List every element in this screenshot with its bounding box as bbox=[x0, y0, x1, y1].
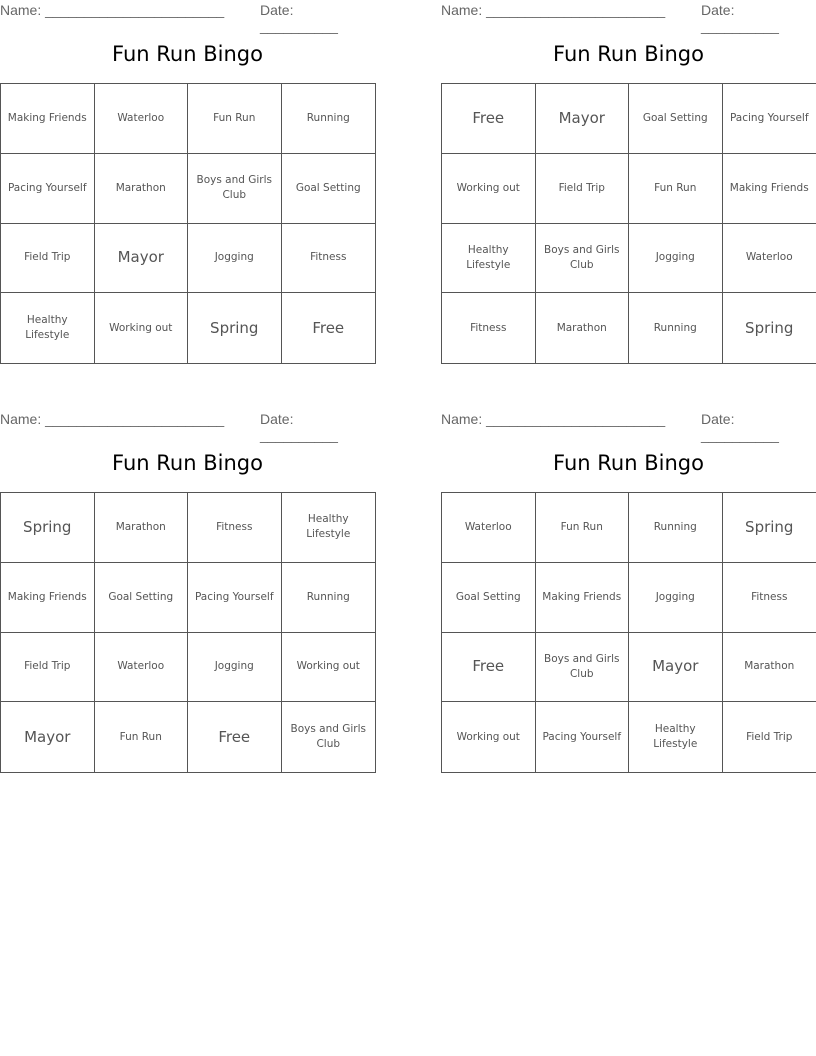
bingo-card bbox=[0, 0, 375, 342]
bingo-cell: Mayor bbox=[1, 702, 95, 772]
bingo-cell: Making Friends bbox=[1, 563, 95, 633]
name-date-line bbox=[0, 409, 375, 443]
bingo-cell: Jogging bbox=[629, 563, 723, 633]
bingo-cell: Marathon bbox=[723, 633, 816, 703]
card-title: Fun Run Bingo bbox=[112, 42, 263, 66]
bingo-cell: Field Trip bbox=[1, 224, 95, 294]
bingo-cell: Healthy Lifestyle bbox=[442, 224, 536, 294]
name-label: Name: _______________________ bbox=[0, 2, 225, 18]
bingo-cell: Marathon bbox=[536, 293, 630, 363]
bingo-cell: Healthy Lifestyle bbox=[629, 702, 723, 772]
bingo-cell: Waterloo bbox=[95, 633, 189, 703]
bingo-cell: Working out bbox=[95, 293, 189, 363]
bingo-cell: Free bbox=[442, 633, 536, 703]
bingo-cell: Marathon bbox=[95, 493, 189, 563]
bingo-cell: Field Trip bbox=[746, 730, 793, 743]
bingo-cell: Fun Run bbox=[95, 702, 189, 772]
bingo-cell: Free bbox=[188, 702, 282, 772]
name-label: Name: _______________________ bbox=[441, 411, 666, 427]
bingo-grid bbox=[441, 83, 816, 364]
bingo-cell: Fun Run bbox=[188, 84, 282, 154]
bingo-cell: Goal Setting bbox=[95, 563, 189, 633]
date-label: Date: __________ bbox=[701, 411, 779, 443]
date-label: Date: __________ bbox=[701, 2, 779, 34]
bingo-cell: Jogging bbox=[188, 633, 282, 703]
bingo-cell: Healthy Lifestyle bbox=[282, 493, 376, 563]
name-label: Name: _______________________ bbox=[0, 411, 225, 427]
bingo-grid bbox=[0, 83, 376, 364]
bingo-cell: Spring bbox=[188, 293, 282, 363]
bingo-cell: Field Trip bbox=[1, 633, 95, 703]
bingo-cell: Goal Setting bbox=[629, 84, 723, 154]
bingo-cell: Spring bbox=[723, 493, 816, 563]
bingo-grid bbox=[0, 492, 376, 773]
date-label: Date: __________ bbox=[260, 2, 338, 34]
bingo-cell: Healthy Lifestyle bbox=[1, 293, 95, 363]
bingo-cell: Fitness bbox=[723, 563, 816, 633]
bingo-cell: Free bbox=[442, 84, 536, 154]
bingo-cell: Fitness bbox=[282, 224, 376, 294]
card-title: Fun Run Bingo bbox=[553, 42, 704, 66]
bingo-cell: Working out bbox=[442, 154, 536, 224]
bingo-cell: Jogging bbox=[188, 224, 282, 294]
bingo-cell: Jogging bbox=[629, 224, 723, 294]
bingo-cell: Marathon bbox=[95, 154, 189, 224]
bingo-cell: Running bbox=[282, 84, 376, 154]
bingo-card bbox=[0, 409, 375, 751]
bingo-cell: Making Friends bbox=[723, 154, 816, 224]
bingo-cell: Making Friends bbox=[536, 563, 630, 633]
bingo-cell: Making Friends bbox=[1, 84, 95, 154]
bingo-cell: Pacing Yourself bbox=[1, 154, 95, 224]
name-date-line bbox=[441, 0, 816, 34]
bingo-cell: Boys and Girls Club bbox=[290, 723, 366, 751]
bingo-cell: Field Trip bbox=[536, 154, 630, 224]
bingo-card bbox=[441, 0, 816, 337]
bingo-card bbox=[441, 409, 816, 751]
bingo-cell: Pacing Yourself bbox=[723, 84, 816, 154]
bingo-cell: Pacing Yourself bbox=[188, 563, 282, 633]
date-label: Date: __________ bbox=[260, 411, 338, 443]
card-title: Fun Run Bingo bbox=[553, 451, 704, 475]
bingo-cell: Fitness bbox=[188, 493, 282, 563]
bingo-cell: Fun Run bbox=[629, 154, 723, 224]
card-title: Fun Run Bingo bbox=[112, 451, 263, 475]
bingo-cell: Waterloo bbox=[442, 493, 536, 563]
name-date-line bbox=[441, 409, 816, 443]
bingo-cell: Working out bbox=[282, 633, 376, 703]
name-date-line bbox=[0, 0, 375, 34]
bingo-cell: Spring bbox=[1, 493, 95, 563]
bingo-cell: Fitness bbox=[442, 293, 536, 363]
bingo-cell: Goal Setting bbox=[442, 563, 536, 633]
bingo-cell: Mayor bbox=[629, 633, 723, 703]
bingo-cell: Running bbox=[282, 563, 376, 633]
bingo-cell: Mayor bbox=[95, 224, 189, 294]
bingo-cell: Waterloo bbox=[723, 224, 816, 294]
bingo-cell: Running bbox=[629, 293, 723, 363]
bingo-cell: Working out bbox=[442, 702, 536, 772]
bingo-cell: Fun Run bbox=[536, 493, 630, 563]
name-label: Name: _______________________ bbox=[441, 2, 666, 18]
bingo-cell: Waterloo bbox=[95, 84, 189, 154]
bingo-cell: Boys and Girls Club bbox=[188, 154, 282, 224]
bingo-cell: Goal Setting bbox=[282, 154, 376, 224]
bingo-cell: Boys and Girls Club bbox=[536, 633, 630, 703]
bingo-cell: Boys and Girls Club bbox=[536, 224, 630, 294]
bingo-cell: Mayor bbox=[536, 84, 630, 154]
bingo-cell: Running bbox=[629, 493, 723, 563]
bingo-cell: Spring bbox=[745, 318, 794, 337]
bingo-grid bbox=[441, 492, 816, 773]
bingo-cell: Pacing Yourself bbox=[536, 702, 630, 772]
bingo-cell: Free bbox=[312, 318, 345, 337]
